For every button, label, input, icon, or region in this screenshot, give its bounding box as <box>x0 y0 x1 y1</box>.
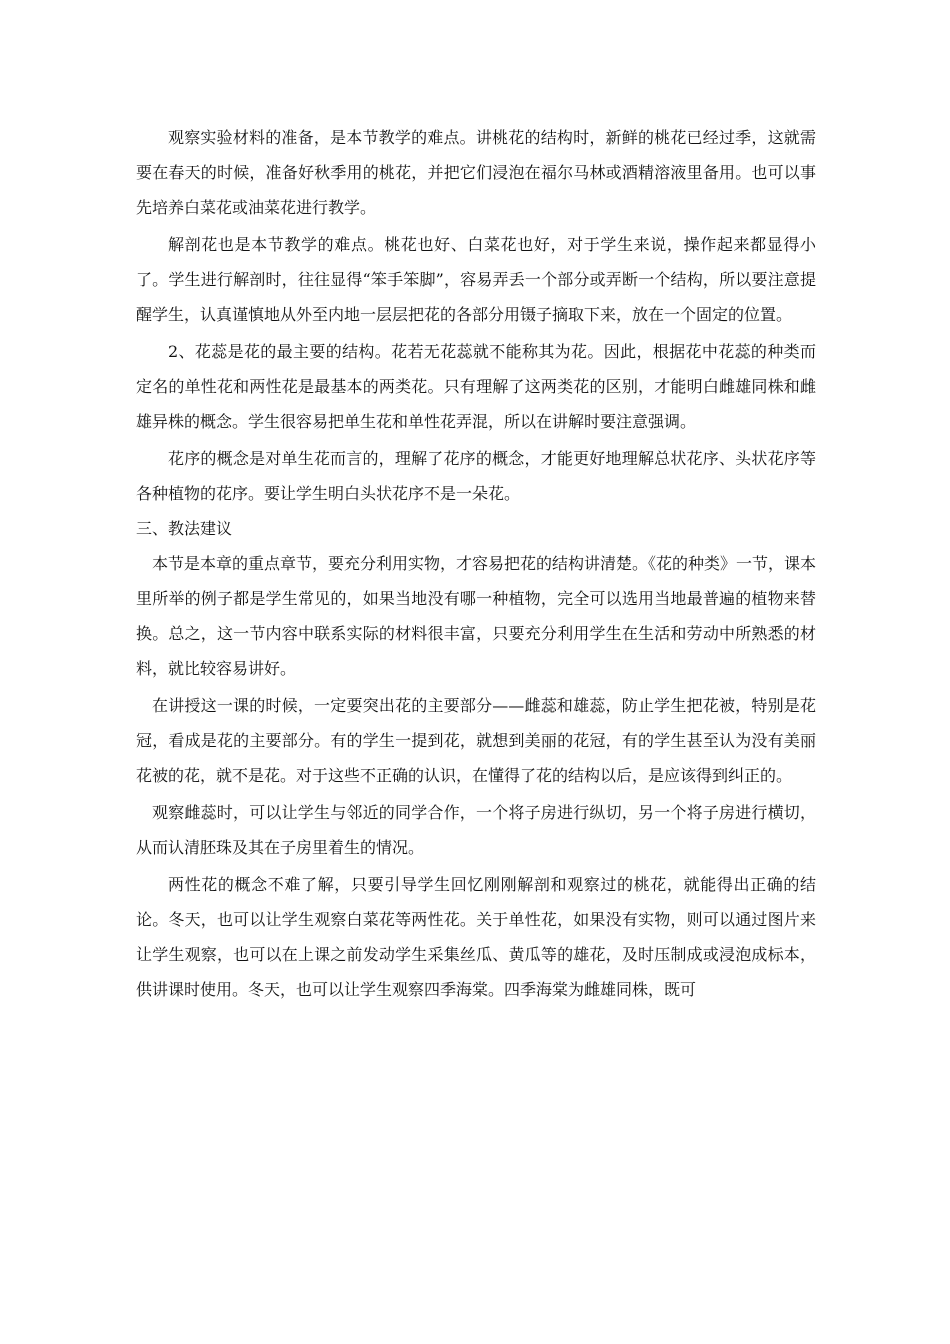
paragraph-inflorescence: 花序的概念是对单生花而言的，理解了花序的概念，才能更好地理解总状花序、头状花序等各种植物的花序。要让学生明白头状花序不是一朵花。 <box>136 449 816 503</box>
paragraph-bisexual-flowers: 两性花的概念不难了解，只要引导学生回忆刚刚解剖和观察过的桃花，就能得出正确的结论。冬天，也可以让学生观察白菜花等两性花。关于单性花，如果没有实物，则可以通过图片来让学生观察，也可以在上课之前发动学生采集丝瓜、黄瓜等的雄花，及时压制成或浸泡成标本，供讲课时使用。冬天，也可以让学生观察四季海棠。四季海棠为雌雄同株，既可 <box>136 875 816 999</box>
document-body <box>136 120 816 1007</box>
paragraph-use-specimens: 本节是本章的重点章节，要充分利用实物，才容易把花的结构讲清楚。《花的种类》一节，课本里所举的例子都是学生常见的，如果当地没有哪一种植物，完全可以选用当地最普遍的植物来替换。总之，这一节内容中联系实际的材料很丰富，只要充分利用学生在生活和劳动中所熟悉的材料，就比较容易讲好。 <box>136 554 817 678</box>
paragraph-observe-pistil: 观察雌蕊时，可以让学生与邻近的同学合作，一个将子房进行纵切，另一个将子房进行横切，从而认清胚珠及其在子房里着生的情况。 <box>136 803 816 857</box>
paragraph-main-parts: 在讲授这一课的时候，一定要突出花的主要部分——雌蕊和雄蕊，防止学生把花被，特别是花冠，看成是花的主要部分。有的学生一提到花，就想到美丽的花冠，有的学生甚至认为没有美丽花被的花，就不是花。对于这些不正确的认识，在懂得了花的结构以后，是应该得到纠正的。 <box>136 696 816 785</box>
paragraph-dissection: 解剖花也是本节教学的难点。桃花也好、白菜花也好，对于学生来说，操作起来都显得小了。学生进行解剖时，往往显得“笨手笨脚”，容易弄丢一个部分或弄断一个结构，所以要注意提醒学生，认真谨慎地从外至内地一层层把花的各部分用镊子摘取下来，放在一个固定的位置。 <box>136 235 816 324</box>
section-heading-teaching-suggestions: 三、教法建议 <box>136 519 233 538</box>
paragraph-specimen-preparation: 观察实验材料的准备，是本节教学的难点。讲桃花的结构时，新鲜的桃花已经过季，这就需要在春天的时候，准备好秋季用的桃花，并把它们浸泡在福尔马林或酒精溶液里备用。也可以事先培养白菜花或油菜花进行教学。 <box>136 128 816 217</box>
paragraph-stamen-pistil: 2、花蕊是花的最主要的结构。花若无花蕊就不能称其为花。因此，根据花中花蕊的种类而定名的单性花和两性花是最基本的两类花。只有理解了这两类花的区别，才能明白雌雄同株和雌雄异株的概念。学生很容易把单生花和单性花弄混，所以在讲解时要注意强调。 <box>136 342 816 431</box>
